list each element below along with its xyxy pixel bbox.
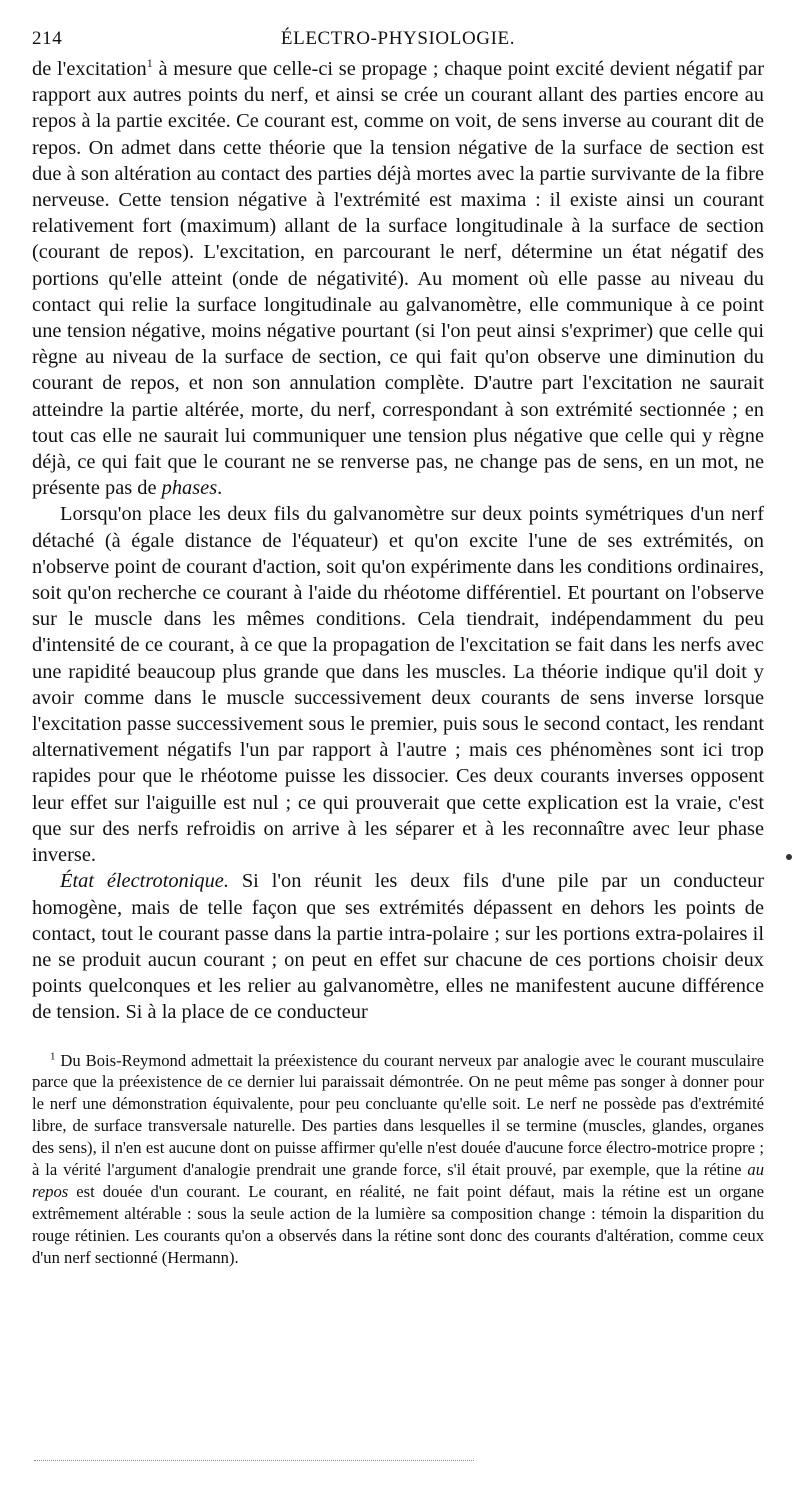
footnotes [32, 1050, 764, 1269]
page-number: 214 [32, 28, 63, 49]
footnote-text-start: Du Bois-Reymond admettait la préexistence du courant nerveux par analogie avec le courant musculaire parce que la préexistence de ce dernier lui paraissait démontrée. On ne peut même pas songer à donner pour le nerf une démonstration équivalente, pour peu concluante qu'elle soit. Le nerf ne possède pas d'extrémité libre, de surface transversale naturelle. Des parties dans lesquelles il se termine (muscles, glandes, organes des sens), il n'en est aucune dont on puisse affirmer qu'elle n'est douée d'aucune force électro-motrice propre ; à la vérité l'argument d'analogie prendrait une grande force, s'il était prouvé, par exemple, que la rétine [32, 1050, 764, 1180]
running-header [32, 28, 764, 56]
footnote-text-end: est douée d'un courant. Le courant, en réalité, ne fait point défaut, mais la rétine est un organe extrêmement altérable : sous la seule action de la lumière sa composition change : témoin la disparition du rouge rétinien. Les courants qu'on a observés dans la rétine sont donc des courants d'altération, comme ceux d'un nerf sectionné (Hermann). [32, 1181, 764, 1267]
paragraph-1-text: à mesure que celle-ci se propage ; chaque point excité devient négatif par rapport aux autres points du nerf, et ainsi se crée un courant allant des parties encore au repos à la partie excitée. Ce courant est, comme on voit, de sens inverse au courant dit de repos. On admet dans cette théorie que la tension négative de la surface de section est due à son altération au contact des parties déjà mortes avec la partie survivante de la fibre nerveuse. Cette tension négative à l'extrémité est maxima : il existe ainsi un courant relativement fort (maximum) allant de la surface longitudinale à la surface de section (courant de repos). L'excitation, en parcourant le nerf, détermine un état négatif des portions qu'elle atteint (onde de négativité). Au moment où elle passe au niveau du contact qui relie la surface longitudinale au galvanomètre, elle communique à ce point une tension négative, moins négative pourtant (si l'on peut ainsi s'exprimer) que celle qui règne au niveau de la surface de section, ce qui fait qu'on observe une diminution du courant de repos, et non son annulation complète. D'autre part l'excitation ne saurait atteindre la partie altérée, morte, du nerf, correspondant à son extrémité sectionnée ; en tout cas elle ne saurait lui communiquer une tension plus négative que celle qui y règne déjà, ce qui fait que le courant ne se renverse pas, ne change pas de sens, en un mot, ne présente pas de [32, 58, 764, 500]
bottom-dotted-rule [34, 1460, 474, 1461]
paragraph-3-text: Si l'on réunit les deux fils d'une pile par un conducteur homogène, mais de telle façon que ses extrémités dépassent en dehors les points de contact, tout le courant passe dans la partie intra-polaire ; sur les portions extra-polaires il ne se produit aucun courant ; on peut en effet sur chacune de ces portions choisir deux points quelconques et les relier au galvanomètre, elles ne manifestent aucune différence de tension. Si à la place de ce conducteur [32, 870, 764, 1024]
section-heading-etat-electrotonique: État électrotonique. [60, 870, 229, 893]
phases-term: phases [161, 477, 218, 500]
page [32, 28, 764, 1269]
running-title: ÉLECTRO-PHYSIOLOGIE. [280, 28, 516, 49]
paragraph-3 [32, 868, 764, 1025]
footnote-1 [32, 1050, 764, 1269]
margin-mark [786, 854, 792, 860]
paragraph-1 [32, 56, 764, 501]
footnote-emphasis: au repos [32, 1160, 764, 1201]
paragraph-2: Lorsqu'on place les deux fils du galvanomètre sur deux points symétriques d'un nerf détaché (à égale distance de l'équateur) et qu'on excite l'une de ses extrémités, on n'observe point de courant d'action, soit qu'on expérimente dans les conditions ordinaires, soit qu'on recherche ce courant à l'aide du rhéotome différentiel. Et pourtant on l'observe sur le muscle dans les mêmes conditions. Cela tiendrait, indépendamment du peu d'intensité de ce courant, à ce que la propagation de l'excitation se fait dans les nerfs avec une rapidité beaucoup plus grande que dans les muscles. La théorie indique qu'il doit y avoir comme dans le muscle successivement deux courants de sens inverse lorsque l'excitation passe successivement sous le premier, puis sous le second contact, les rendant alternativement négatifs l'un par rapport à l'autre ; mais ces phénomènes sont ici trop rapides pour que le rhéotome puisse les dissocier. Ces deux courants inverses opposent leur effet sur l'aiguille est nul ; ce qui prouverait que cette explication est la vraie, c'est que sur des nerfs refroidis on arrive à les séparer et à les reconnaître avec leur phase inverse. [32, 503, 764, 867]
footnote-mark: 1 [50, 1049, 56, 1062]
footnote-reference: 1 [146, 56, 153, 71]
paragraph-1-end: . [217, 477, 223, 500]
paragraph-1-start: de l'excitation [32, 58, 147, 80]
body-text [32, 56, 764, 1026]
